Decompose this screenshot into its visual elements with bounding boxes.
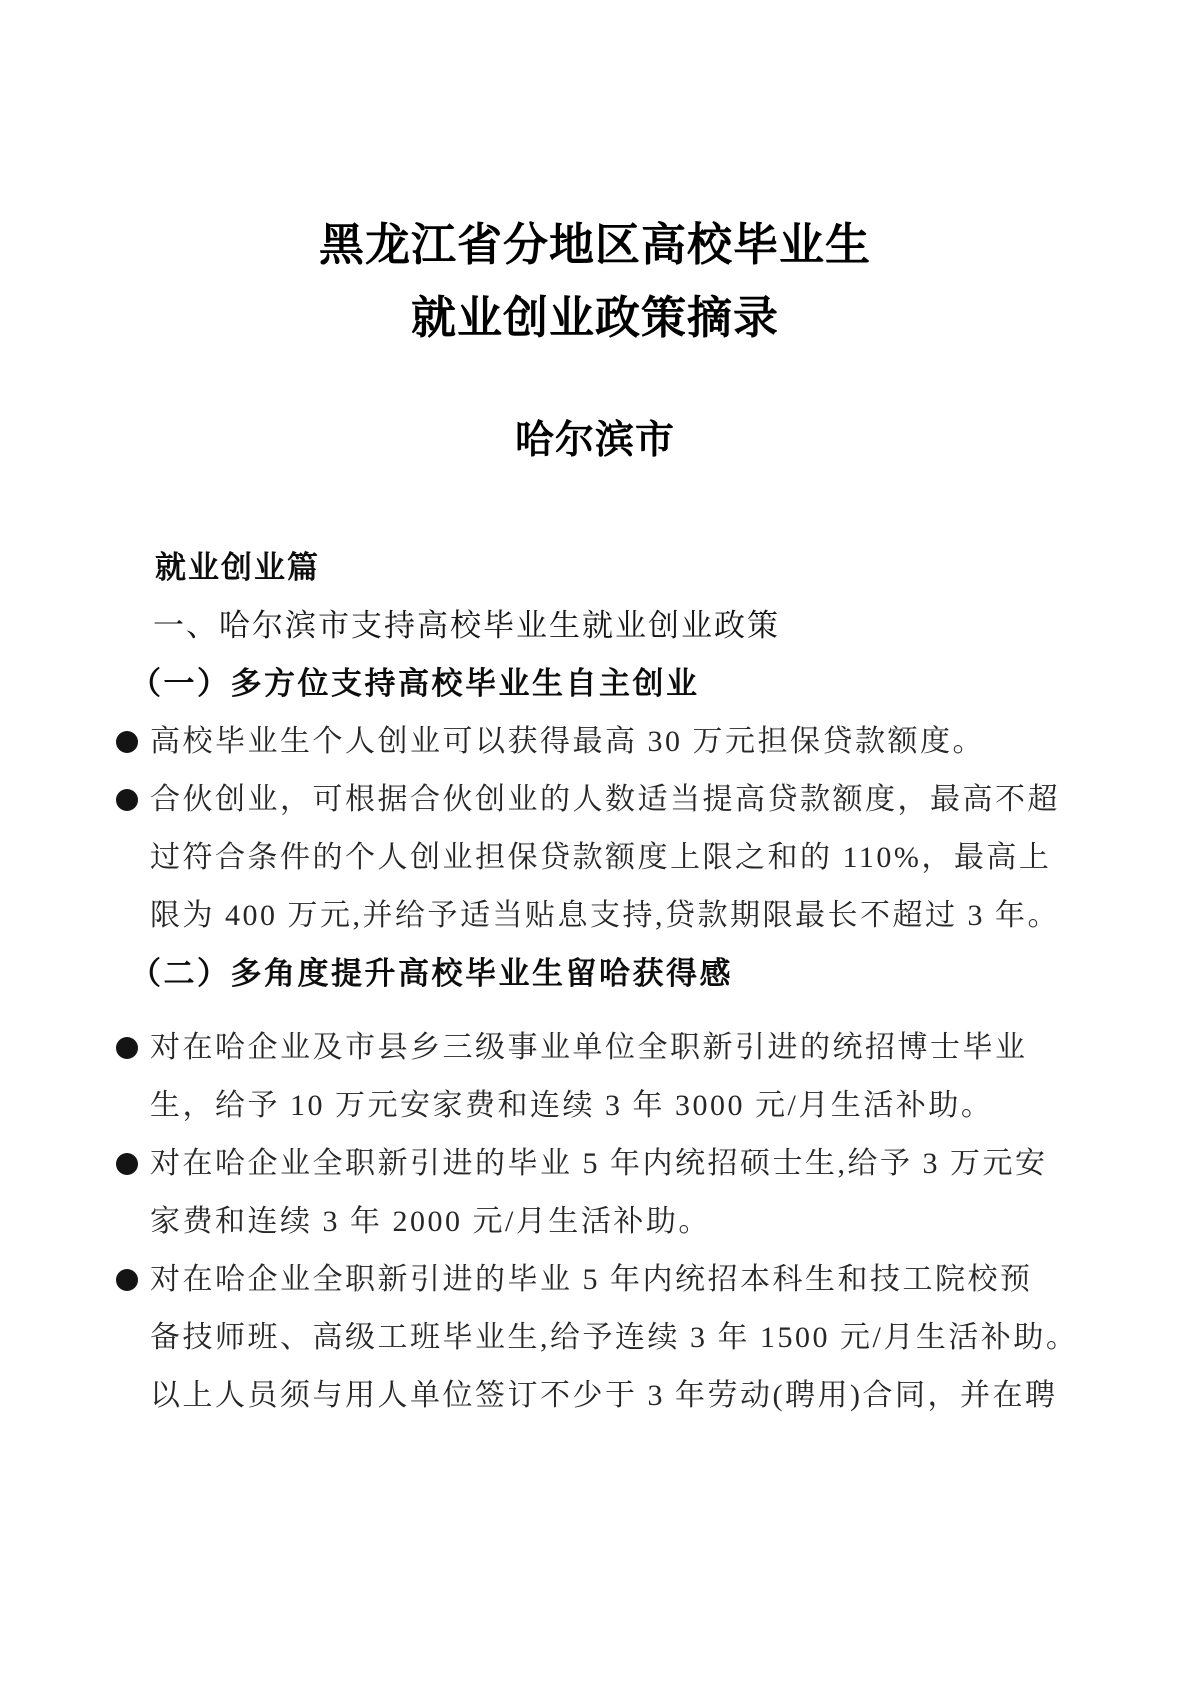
bullet-line: 对在哈企业及市县乡三级事业单位全职新引进的统招博士毕业 [150,1031,1028,1064]
document-body [0,539,1190,1425]
bullet-line: 生，给予 10 万元安家费和连续 3 年 3000 元/月生活补助。 [150,1089,994,1122]
bullet-line: 家费和连续 3 年 2000 元/月生活补助。 [150,1205,711,1238]
bullet-item [0,1251,1190,1425]
city-subtitle: 哈尔滨市 [514,419,675,462]
bullet-text [150,713,985,771]
title-line-1: 黑龙江省分地区高校毕业生 [318,220,871,270]
bullet-dot-icon [116,1037,138,1059]
subsection-one-heading: （一）多方位支持高校毕业生自主创业 [130,666,700,701]
bullet-text [150,1251,1078,1425]
bullet-item [0,1135,1190,1251]
bullet-dot-icon [116,789,138,811]
bullet-line: 对在哈企业全职新引进的毕业 5 年内统招本科生和技工院校预 [150,1263,1033,1296]
section-one-heading: 一、哈尔滨市支持高校毕业生就业创业政策 [153,608,780,643]
document-title [0,0,1190,355]
bullet-item [0,1019,1190,1135]
bullet-line: 限为 400 万元,并给予适当贴息支持,贷款期限最长不超过 3 年。 [150,899,1060,932]
subsection-two-heading: （二）多角度提升高校毕业生留哈获得感 [130,956,733,991]
bullet-dot-icon [116,1153,138,1175]
bullet-text [150,1135,1048,1251]
bullet-dot-icon [116,731,138,753]
part-heading: 就业创业篇 [155,550,320,585]
title-line-2: 就业创业政策摘录 [410,293,779,343]
bullet-line: 高校毕业生个人创业可以获得最高 30 万元担保贷款额度。 [150,725,985,758]
bullet-line: 备技师班、高级工班毕业生,给予连续 3 年 1500 元/月生活补助。 [150,1321,1079,1354]
bullet-text [150,1019,1028,1135]
bullet-item [0,771,1190,945]
bullet-dot-icon [116,1269,138,1291]
bullet-line: 对在哈企业全职新引进的毕业 5 年内统招硕士生,给予 3 万元安 [150,1147,1048,1180]
bullet-line: 过符合条件的个人创业担保贷款额度上限之和的 110%，最高上 [150,841,1052,874]
bullet-item [0,713,1190,771]
bullet-line: 以上人员须与用人单位签订不少于 3 年劳动(聘用)合同，并在聘 [150,1379,1058,1412]
bullet-text [150,771,1060,945]
bullet-line: 合伙创业，可根据合伙创业的人数适当提高贷款额度，最高不超 [150,783,1060,816]
